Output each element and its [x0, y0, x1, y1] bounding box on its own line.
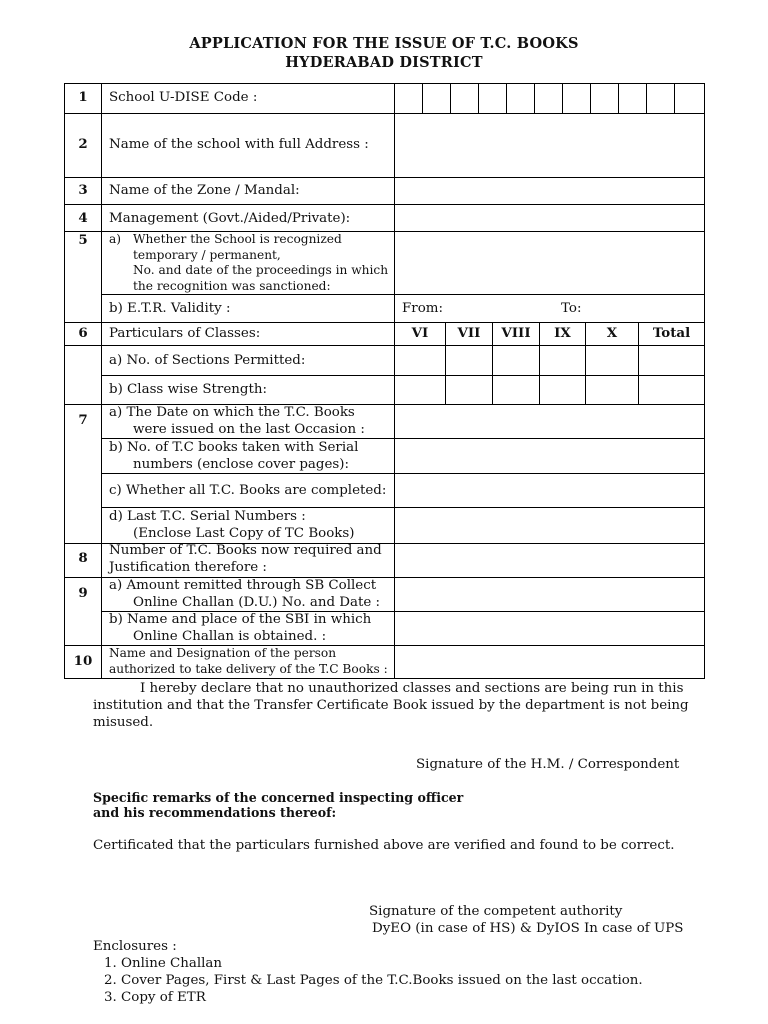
- row-line: [101, 375, 705, 376]
- recognition-field[interactable]: [395, 232, 704, 294]
- recognition-label-line3: No. and date of the proceedings in which: [133, 263, 389, 277]
- row-number-5: 5: [78, 232, 88, 248]
- udise-box-divider: [674, 83, 675, 113]
- class-header-vi: VI: [411, 325, 429, 341]
- class-strength-label: b) Class wise Strength:: [109, 382, 267, 397]
- enclosure-item: 2. Cover Pages, First & Last Pages of the T.C.Books issued on the last occation.: [104, 973, 643, 988]
- row-number-3: 3: [78, 182, 88, 198]
- row-number-6: 6: [78, 325, 88, 341]
- last-serial-label-line2: (Enclose Last Copy of TC Books): [133, 526, 355, 541]
- recognition-label-line2: temporary / permanent,: [133, 248, 281, 262]
- books-required-field[interactable]: [395, 544, 704, 577]
- enclosure-item: 3. Copy of ETR: [104, 990, 206, 1005]
- recognition-label-line4: the recognition was sanctioned:: [133, 279, 331, 293]
- row-number-2: 2: [78, 136, 88, 152]
- classes-label: Particulars of Classes:: [109, 326, 261, 341]
- row-number-9: 9: [78, 585, 88, 601]
- udise-box-divider: [646, 83, 647, 113]
- declaration-line1: I hereby declare that no unauthorized classes and sections are being run in this: [140, 681, 684, 696]
- class-header-viii: VIII: [501, 325, 531, 341]
- management-label: Management (Govt./Aided/Private):: [109, 211, 351, 226]
- udise-box-divider: [618, 83, 619, 113]
- tc-completed-field[interactable]: [395, 474, 704, 507]
- authority-designation: DyEO (in case of HS) & DyIOS In case of UPS: [372, 921, 684, 936]
- sections-permitted-label: a) No. of Sections Permitted:: [109, 353, 306, 368]
- udise-box-divider: [590, 83, 591, 113]
- authority-signature-label: Signature of the competent authority: [369, 904, 623, 919]
- row-line: [64, 345, 705, 346]
- etr-to-label: To:: [561, 301, 582, 316]
- zone-mandal-label: Name of the Zone / Mandal:: [109, 183, 300, 198]
- school-address-field[interactable]: [395, 114, 704, 177]
- certification-text: Certificated that the particulars furnished above are verified and found to be correct.: [93, 838, 675, 853]
- etr-from-label: From:: [402, 301, 443, 316]
- school-name-label: Name of the school with full Address :: [109, 137, 369, 152]
- last-serial-field[interactable]: [395, 508, 704, 543]
- udise-box-divider: [506, 83, 507, 113]
- tc-issue-date-field[interactable]: [395, 405, 704, 438]
- udise-code-label: School U-DISE Code :: [109, 90, 258, 105]
- management-field[interactable]: [395, 205, 704, 231]
- declaration-line2: institution and that the Transfer Certificate Book issued by the department is not being: [93, 698, 689, 713]
- class-header-total: Total: [652, 325, 691, 341]
- form-subtitle: HYDERABAD DISTRICT: [285, 54, 483, 71]
- zone-mandal-field[interactable]: [395, 178, 704, 204]
- udise-box-divider: [450, 83, 451, 113]
- authorized-person-field[interactable]: [395, 646, 704, 678]
- remarks-heading-line2: and his recommendations thereof:: [93, 805, 337, 820]
- authorized-person-label-line1: Name and Designation of the person: [109, 646, 337, 660]
- tc-issue-date-label-line2: were issued on the last Occasion :: [133, 422, 365, 437]
- tc-books-taken-label-line2: numbers (enclose cover pages):: [133, 457, 350, 472]
- form-title: APPLICATION FOR THE ISSUE OF T.C. BOOKS: [189, 35, 579, 52]
- hm-signature-label: Signature of the H.M. / Correspondent: [416, 757, 680, 772]
- enclosures-heading: Enclosures :: [93, 939, 177, 954]
- udise-box-divider: [422, 83, 423, 113]
- enclosure-item: 1. Online Challan: [104, 956, 223, 971]
- amount-remitted-field[interactable]: [395, 578, 704, 611]
- row-number-4: 4: [78, 210, 88, 226]
- class-header-vii: VII: [457, 325, 481, 341]
- row-line: [64, 322, 705, 323]
- tc-books-taken-label-line1: b) No. of T.C books taken with Serial: [109, 440, 359, 455]
- row-number-1: 1: [78, 89, 88, 105]
- udise-box-divider: [478, 83, 479, 113]
- udise-box-divider: [534, 83, 535, 113]
- table-border-bottom: [64, 678, 705, 679]
- declaration-line3: misused.: [93, 715, 154, 730]
- sbi-place-label-line2: Online Challan is obtained. :: [133, 629, 327, 644]
- etr-validity-label: b) E.T.R. Validity :: [109, 301, 231, 316]
- class-header-x: X: [606, 325, 618, 341]
- row-number-7: 7: [78, 412, 88, 428]
- tc-books-taken-field[interactable]: [395, 439, 704, 473]
- sbi-place-field[interactable]: [395, 612, 704, 645]
- recognition-marker: a): [109, 232, 122, 246]
- recognition-label-line1: Whether the School is recognized: [133, 232, 342, 246]
- authorized-person-label-line2: authorized to take delivery of the T.C Books :: [109, 662, 388, 676]
- table-border-top: [64, 83, 705, 84]
- row-number-10: 10: [73, 653, 93, 669]
- row-number-8: 8: [78, 550, 88, 566]
- remarks-heading-line1: Specific remarks of the concerned inspecting officer: [93, 790, 464, 805]
- books-required-label-line1: Number of T.C. Books now required and: [109, 543, 382, 558]
- udise-box-divider: [562, 83, 563, 113]
- table-border-right: [704, 83, 705, 679]
- amount-remitted-label-line2: Online Challan (D.U.) No. and Date :: [133, 595, 381, 610]
- tc-issue-date-label-line1: a) The Date on which the T.C. Books: [109, 405, 355, 420]
- last-serial-label-line1: d) Last T.C. Serial Numbers :: [109, 509, 306, 524]
- class-header-ix: IX: [554, 325, 571, 341]
- books-required-label-line2: Justification therefore :: [109, 560, 267, 575]
- sbi-place-label-line1: b) Name and place of the SBI in which: [109, 612, 372, 627]
- tc-completed-label: c) Whether all T.C. Books are completed:: [109, 483, 387, 498]
- amount-remitted-label-line1: a) Amount remitted through SB Collect: [109, 578, 377, 593]
- application-table: [64, 83, 705, 679]
